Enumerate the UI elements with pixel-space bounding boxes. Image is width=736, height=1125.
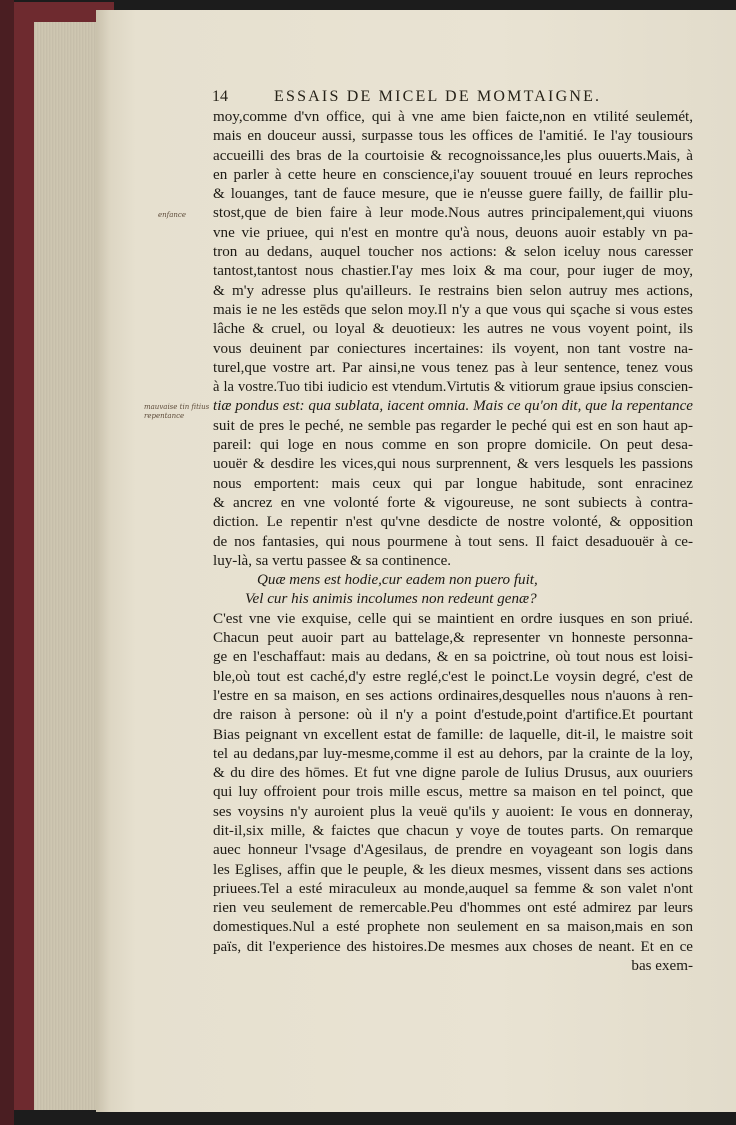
verse-line: Quæ mens est hodie,cur eadem non puero fuit, [257, 572, 538, 589]
text-line: Chacun peut auoir part au battelage,& representer vn honneste personna- [213, 630, 693, 647]
text-line: uouër & desdire les vices,qui nous surprennent, & vers lesquels les passions [213, 456, 693, 473]
text-line: accueilli des bras de la courtoisie & recognoissance,les plus ouuerts.Mais, à [213, 147, 693, 164]
text-line: & du dire des hōmes. Et fut vne digne parole de Iulius Drusus, aux ouuriers [213, 765, 693, 782]
marginal-annotation: mauvaise tin fitius repentance [144, 403, 210, 420]
catchword: bas exem- [631, 958, 693, 975]
text-line: vne vie priuee, qui n'est en montre qu'à nous, deuons auoir estably vn pa- [213, 224, 693, 241]
text-line: auec honneur l'vsage d'Agesilaus, de prendre en voyageant son logis dans [213, 842, 693, 859]
text-line: ses voysins n'y auroient plus la veuë qu'ils y auoient: Ie vous en donneray, [213, 803, 693, 820]
text-line: les Eglises, affin que le peuple, & les dieux mesmes, vissent dans ses actions [213, 861, 693, 878]
text-line: & m'y adresse plus qu'ailleurs. Ie restrains bien selon autruy mes actions, [213, 282, 693, 299]
text-line: à la vostre.Tuo tibi iudicio est vtendum.Virtutis & vitiorum graue ipsius conscien- [213, 379, 693, 396]
book-spine [0, 0, 14, 1125]
text-line: & louanges, tant de fauce mesure, que ie n'eusse guere failly, de faillir plu- [213, 186, 693, 203]
text-line: & ancrez en vne volonté forte & vigoureuse, ne sont subiects à contra- [213, 494, 693, 511]
text-line: luy-là, sa vertu passee & sa continence. [213, 552, 452, 569]
text-line: ge en l'eschaffaut: mais au dedans, & en sa poictrine, où tout nous est loisi- [213, 649, 693, 666]
text-line: tron au dedans, auquel toucher nos actions: & selon iceluy nous caresser [213, 244, 693, 261]
text-line: rien veu seulement de remercable.Peu d'hommes ont esté admirez par leurs [213, 900, 693, 917]
text-line: tel au dedans,par luy-mesme,comme il est au dehors, par la crainte de la loy, [213, 745, 693, 762]
body-text [213, 108, 693, 976]
text-line: de nos fantasies, qui nous pourmene à tout sens. Il faict desaduouër à ce- [213, 533, 693, 550]
text-line: turel,que vostre art. Par ainsi,ne vous tenez pas à leur sentence, tenez vous [213, 359, 693, 376]
text-line: suit de pres le peché, ne semble pas regarder le peché qui est en son haut ap- [213, 417, 693, 434]
text-line: vous deuinent par coniectures incertaines: ils voyent, non tant vostre na- [213, 340, 693, 357]
text-line: C'est vne vie exquise, celle qui se maintient en ordre iusques en son priué. [213, 610, 693, 627]
text-line: nous emportent: mais ceux qui par longue habitude, sont enracinez [213, 475, 693, 492]
verse-line: Vel cur his animis incolumes non redeunt genæ? [245, 591, 537, 608]
text-line: Bias peignant vn excellent estat de famille: de laquelle, dit-il, le maistre soit [213, 726, 693, 743]
page-number: 14 [212, 88, 228, 105]
text-line: stost,que de bien faire à leur mode.Nous autres principalement,qui viuons [213, 205, 693, 222]
text-line: moy,comme d'vn office, qui à vne ame bien faicte,non en vtilité seulemét, [213, 109, 693, 125]
running-head [212, 88, 632, 110]
text-line: tiæ pondus est: qua sublata, iacent omnia. Mais ce qu'on dit, que la repentance [213, 398, 693, 415]
text-line: en parler à cette heure en conscience,i'ay souuent trouué en leurs reproches [213, 166, 693, 183]
text-line: ble,où tout est caché,d'y estre reglé,c'est le poinct.Le voysin degré, c'est de [213, 668, 693, 685]
text-line: dre raison à persone: où il n'y a point d'estude,point d'artifice.Et pourtant [213, 707, 693, 724]
text-line: mais ie ne les estēds que selon moy.Il n'y a que vous qui sçache si vous estes [213, 301, 693, 318]
text-line: l'estre en sa maison, en ses actions ordinaires,desquelles nous n'auons à ren- [213, 687, 693, 704]
text-line: dit-il,six mille, & faictes que chacun y voye de toutes parts. On remarque [213, 822, 693, 839]
text-line: tantost,tantost nous chastier.I'ay mes loix & ma cour, pour iuger de moy, [213, 263, 693, 280]
text-line: priuees.Tel a esté miraculeux au monde,auquel sa femme & son valet n'ont [213, 880, 693, 897]
text-line: qui luy offroient pour trois mille escus, mettre sa maison en tel poinct, que [213, 784, 693, 801]
text-line: mais en douceur aussi, surpasse tous les offices de l'amitié. Ie l'ay tousiours [213, 128, 693, 145]
text-line: lâche & cruel, ou loyal & deuotieux: les autres ne vous voyent point, ils [213, 321, 693, 338]
text-line: domestiques.Nul a esté prophete non seulement en sa maison,mais en son [213, 919, 693, 936]
marginal-annotation: enfance [158, 211, 186, 219]
text-line: païs, dit l'experience des histoires.De mesmes aux choses de neant. Et en ce [213, 938, 693, 955]
text-line: diction. Le repentir n'est qu'vne desdicte de nostre volonté, & opposition [213, 514, 693, 531]
running-title: ESSAIS DE MICEL DE MOMTAIGNE. [274, 88, 602, 105]
text-line: pareil: qui loge en nous comme en son propre domicile. On peut desa- [213, 437, 693, 454]
